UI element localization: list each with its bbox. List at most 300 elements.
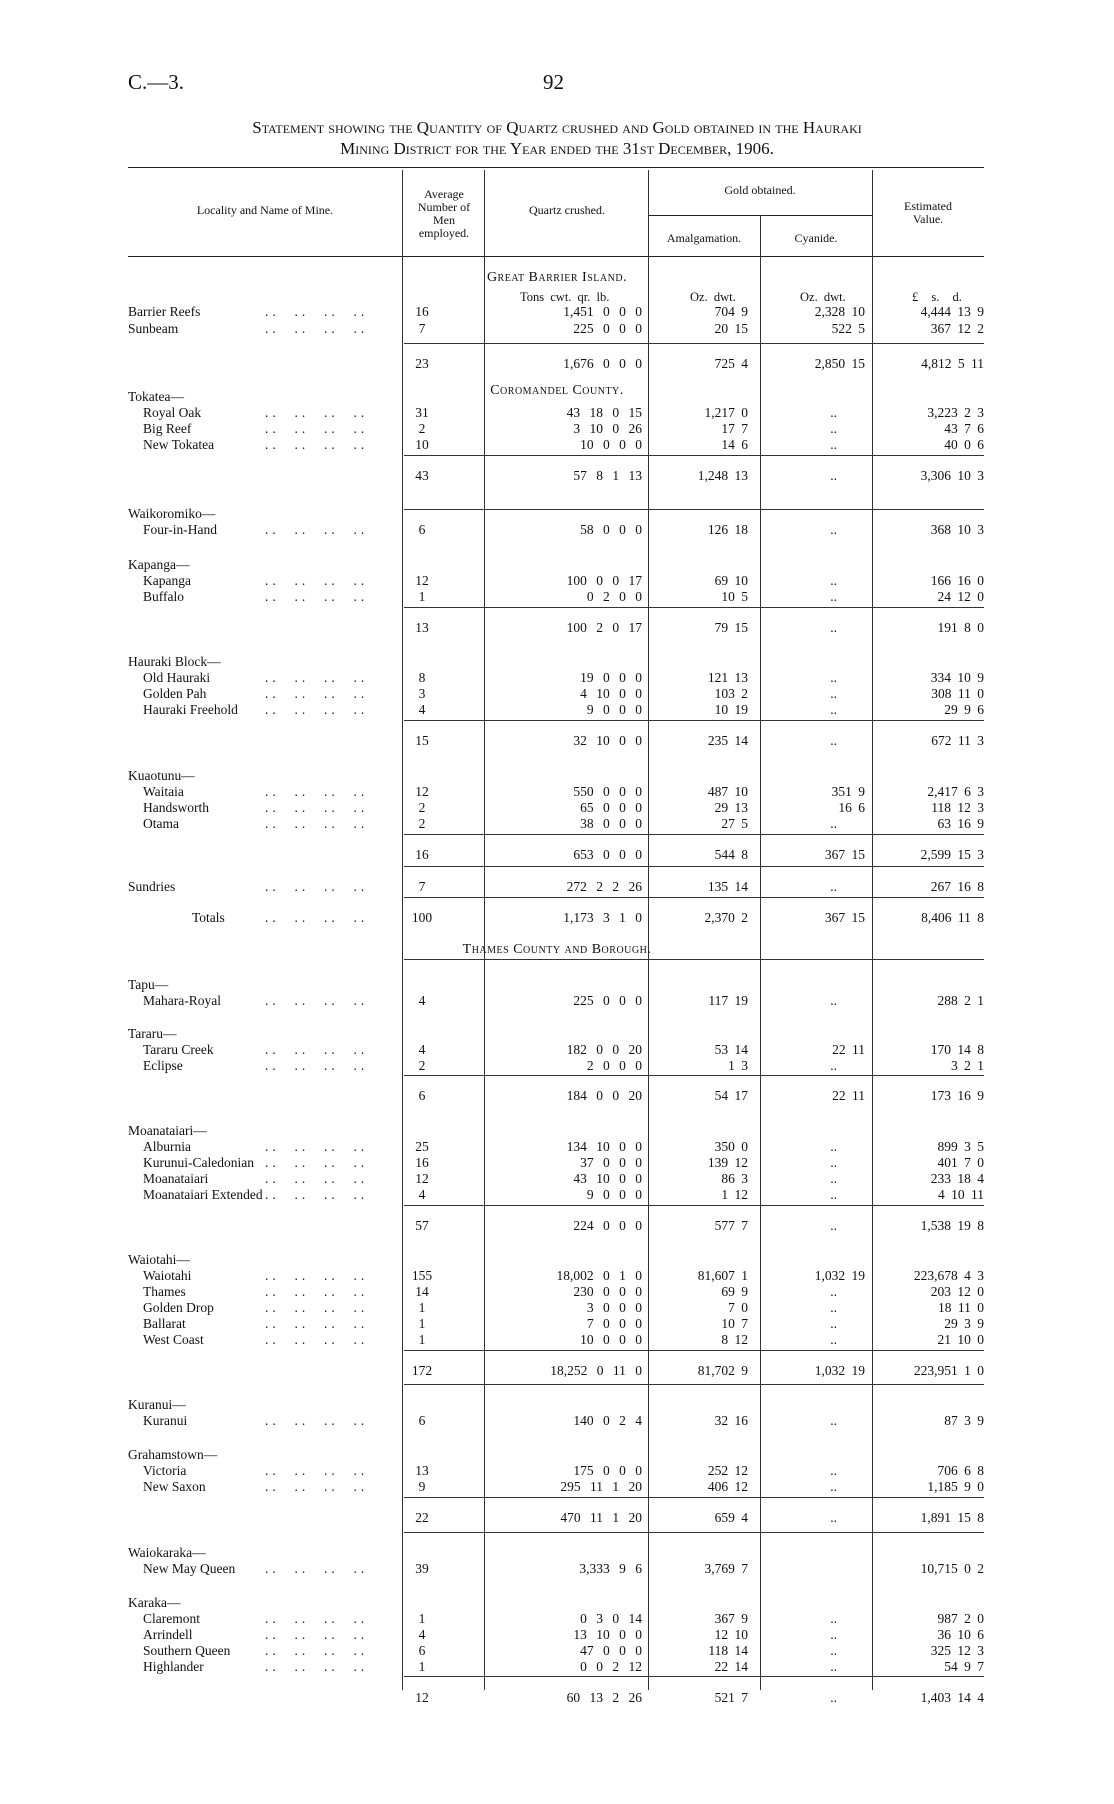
table-row <box>0 1447 1114 1463</box>
gold-amalgamation: 54 17 <box>714 1088 748 1103</box>
table-row <box>0 304 1114 320</box>
table-row <box>0 1171 1114 1187</box>
men-employed: 1 <box>418 1659 426 1674</box>
quartz-crushed: 37 0 0 0 <box>580 1155 642 1170</box>
table-row <box>0 1479 1114 1495</box>
quartz-crushed: 184 0 0 20 <box>566 1088 642 1103</box>
men-employed: 6 <box>418 522 426 537</box>
gold-cyanide: .. <box>830 1510 837 1525</box>
estimated-value: 1,185 9 0 <box>927 1479 984 1494</box>
leader-dots: .. .. .. .. <box>265 1139 369 1154</box>
table-row <box>0 1316 1114 1332</box>
subtotal-rule <box>404 1676 984 1677</box>
mine-name: Waiotahi— <box>128 1252 190 1267</box>
table-row <box>0 1155 1114 1171</box>
men-employed: 31 <box>415 405 429 420</box>
estimated-value: 4,444 13 9 <box>920 304 984 319</box>
gold-amalgamation: 117 19 <box>708 993 748 1008</box>
leader-dots: .. .. .. .. <box>265 1643 369 1658</box>
men-employed: 16 <box>415 1155 429 1170</box>
mine-name: Claremont <box>143 1611 200 1626</box>
gold-amalgamation: 53 14 <box>714 1042 748 1057</box>
header-value-line-2: Value. <box>912 212 944 226</box>
gold-amalgamation: 521 7 <box>714 1690 748 1705</box>
quartz-crushed: 58 0 0 0 <box>580 522 642 537</box>
men-employed: 4 <box>418 1187 426 1202</box>
gold-amalgamation: 139 12 <box>707 1155 748 1170</box>
quartz-crushed: 47 0 0 0 <box>580 1643 642 1658</box>
men-employed: 1 <box>418 1611 426 1626</box>
leader-dots: .. .. .. .. <box>265 910 369 925</box>
leader-dots: .. .. .. .. <box>265 1413 369 1428</box>
subtotal-rule <box>404 1384 984 1385</box>
leader-dots: .. .. .. .. <box>265 1332 369 1347</box>
quartz-crushed: 9 0 0 0 <box>586 702 642 717</box>
gold-amalgamation: 14 6 <box>721 437 748 452</box>
header-men-line-3: Men <box>433 213 455 227</box>
quartz-crushed: 175 0 0 0 <box>573 1463 642 1478</box>
estimated-value: 1,538 19 8 <box>920 1218 984 1233</box>
mine-name: Karaka— <box>128 1595 181 1610</box>
gold-cyanide: .. <box>830 1627 837 1642</box>
units-quartz: Tons cwt. qr. lb. <box>520 290 610 304</box>
leader-dots: .. .. .. .. <box>265 1058 369 1073</box>
header-locality: Locality and Name of Mine. <box>196 203 334 217</box>
gold-cyanide: .. <box>830 1332 837 1347</box>
gold-cyanide: .. <box>830 405 837 420</box>
men-employed: 16 <box>415 304 429 319</box>
table-row <box>0 1300 1114 1316</box>
mine-name: Tapu— <box>128 977 169 992</box>
gold-cyanide: .. <box>830 437 837 452</box>
quartz-crushed: 0 2 0 0 <box>586 589 642 604</box>
table-row <box>0 389 1114 405</box>
subtotal-row <box>0 468 1114 484</box>
subtotal-row <box>0 847 1114 863</box>
gold-amalgamation: 704 9 <box>714 304 748 319</box>
table-row <box>0 1139 1114 1155</box>
men-employed: 1 <box>418 1300 426 1315</box>
estimated-value: 10,715 0 2 <box>920 1561 984 1576</box>
table-row <box>0 1611 1114 1627</box>
estimated-value: 325 12 3 <box>930 1643 984 1658</box>
estimated-value: 21 10 0 <box>937 1332 984 1347</box>
table-row <box>0 993 1114 1009</box>
mine-name: Moanataiari <box>143 1171 209 1186</box>
subtotal-rule <box>404 834 984 835</box>
quartz-crushed: 134 10 0 0 <box>566 1139 642 1154</box>
estimated-value: 43 7 6 <box>944 421 984 436</box>
header-men-line-2: Number of <box>417 200 471 214</box>
title-line-2: Mining District for the Year ended the 31st December, 1906. <box>340 139 774 158</box>
men-employed: 7 <box>418 321 426 336</box>
quartz-crushed: 1,173 3 1 0 <box>563 910 642 925</box>
quartz-crushed: 18,002 0 1 0 <box>556 1268 642 1283</box>
gold-amalgamation: 406 12 <box>707 1479 748 1494</box>
gold-amalgamation: 252 12 <box>707 1463 748 1478</box>
quartz-crushed: 10 0 0 0 <box>580 1332 642 1347</box>
header-value <box>872 200 984 226</box>
estimated-value: 899 3 5 <box>937 1139 984 1154</box>
table-row <box>0 573 1114 589</box>
estimated-value: 87 3 9 <box>944 1413 984 1428</box>
men-employed: 16 <box>415 847 429 862</box>
table-row <box>0 1595 1114 1611</box>
mine-name: Kapanga— <box>128 557 190 572</box>
header-quartz: Quartz crushed. <box>529 203 605 217</box>
table-row <box>0 1643 1114 1659</box>
mine-name: Arrindell <box>143 1627 193 1642</box>
mine-name: Grahamstown— <box>128 1447 218 1462</box>
gold-cyanide: .. <box>830 879 837 894</box>
leader-dots: .. .. .. .. <box>265 1316 369 1331</box>
gold-amalgamation: 577 7 <box>714 1218 748 1233</box>
men-employed: 12 <box>415 784 429 799</box>
quartz-crushed: 38 0 0 0 <box>580 816 642 831</box>
gold-amalgamation: 2,370 2 <box>704 910 748 925</box>
gold-amalgamation: 235 14 <box>707 733 748 748</box>
table-row <box>0 686 1114 702</box>
mine-name: Hauraki Freehold <box>143 702 238 717</box>
gold-amalgamation: 32 16 <box>714 1413 748 1428</box>
men-employed: 8 <box>418 670 426 685</box>
estimated-value: 173 16 9 <box>930 1088 984 1103</box>
mine-name: Waiokaraka— <box>128 1545 206 1560</box>
leader-dots: .. .. .. .. <box>265 421 369 436</box>
estimated-value: 672 11 3 <box>931 733 984 748</box>
mine-name: Kuranui— <box>128 1397 186 1412</box>
leader-dots: .. .. .. .. <box>265 1284 369 1299</box>
quartz-crushed: 43 18 0 15 <box>566 405 642 420</box>
estimated-value: 18 11 0 <box>938 1300 984 1315</box>
quartz-crushed: 1,451 0 0 0 <box>563 304 642 319</box>
quartz-crushed: 4 10 0 0 <box>580 686 642 701</box>
leader-dots: .. .. .. .. <box>265 702 369 717</box>
mine-name: New May Queen <box>143 1561 236 1576</box>
gold-amalgamation: 81,607 1 <box>697 1268 748 1283</box>
gold-cyanide: 22 11 <box>832 1088 865 1103</box>
estimated-value: 29 3 9 <box>944 1316 984 1331</box>
subtotal-rule <box>404 866 984 867</box>
gold-cyanide: 2,328 10 <box>814 304 865 319</box>
mine-name: Golden Pah <box>143 686 207 701</box>
leader-dots: .. .. .. .. <box>265 437 369 452</box>
men-employed: 1 <box>418 1316 426 1331</box>
gold-amalgamation: 20 15 <box>714 321 748 336</box>
gold-amalgamation: 86 3 <box>721 1171 748 1186</box>
leader-dots: .. .. .. .. <box>265 1155 369 1170</box>
estimated-value: 1,403 14 4 <box>920 1690 984 1705</box>
gold-cyanide: .. <box>830 1218 837 1233</box>
table-row <box>0 784 1114 800</box>
mine-name: Thames <box>143 1284 186 1299</box>
gold-cyanide: .. <box>830 1611 837 1626</box>
table-row <box>0 1397 1114 1413</box>
estimated-value: 233 18 4 <box>930 1171 984 1186</box>
quartz-crushed: 7 0 0 0 <box>586 1316 642 1331</box>
page-ref: C.—3. <box>128 70 185 94</box>
gold-cyanide: 367 15 <box>824 910 865 925</box>
gold-cyanide: .. <box>830 1284 837 1299</box>
gold-cyanide: 1,032 19 <box>814 1268 865 1283</box>
gold-amalgamation: 22 14 <box>714 1659 748 1674</box>
leader-dots: .. .. .. .. <box>265 1479 369 1494</box>
leader-dots: .. .. .. .. <box>265 670 369 685</box>
page-number: 92 <box>543 70 564 94</box>
table-row <box>0 702 1114 718</box>
men-employed: 13 <box>415 620 429 635</box>
table-row <box>0 910 1114 926</box>
gold-amalgamation: 7 0 <box>728 1300 748 1315</box>
leader-dots: .. .. .. .. <box>265 1627 369 1642</box>
estimated-value: 170 14 8 <box>930 1042 984 1057</box>
subtotal-rule <box>404 455 984 456</box>
subtotal-rule <box>404 1497 984 1498</box>
subtotal-rule <box>404 607 984 608</box>
quartz-crushed: 2 0 0 0 <box>586 1058 642 1073</box>
men-employed: 4 <box>418 993 426 1008</box>
leader-dots: .. .. .. .. <box>265 321 369 336</box>
men-employed: 1 <box>418 1332 426 1347</box>
table-row <box>0 879 1114 895</box>
leader-dots: .. .. .. .. <box>265 1187 369 1202</box>
table-row <box>0 437 1114 453</box>
quartz-crushed: 470 11 1 20 <box>560 1510 642 1525</box>
gold-amalgamation: 17 7 <box>721 421 748 436</box>
leader-dots: .. .. .. .. <box>265 522 369 537</box>
table-row <box>0 1413 1114 1429</box>
men-employed: 6 <box>418 1413 426 1428</box>
gold-amalgamation: 27 5 <box>721 816 748 831</box>
gold-cyanide: .. <box>830 1155 837 1170</box>
gold-cyanide: .. <box>830 1171 837 1186</box>
gold-cyanide: .. <box>830 1643 837 1658</box>
header-gold: Gold obtained. <box>724 183 796 197</box>
estimated-value: 3,223 2 3 <box>927 405 984 420</box>
subtotal-row <box>0 356 1114 372</box>
gold-amalgamation: 81,702 9 <box>697 1363 748 1378</box>
table-row <box>0 1252 1114 1268</box>
table-row <box>0 670 1114 686</box>
men-employed: 14 <box>415 1284 429 1299</box>
mine-name: Tararu Creek <box>143 1042 214 1057</box>
gold-cyanide: .. <box>830 1690 837 1705</box>
mine-name: Kapanga <box>143 573 191 588</box>
mine-name: Kurunui-Caledonian <box>143 1155 254 1170</box>
table-row <box>0 1627 1114 1643</box>
gold-amalgamation: 1 3 <box>728 1058 748 1073</box>
quartz-crushed: 225 0 0 0 <box>573 993 642 1008</box>
gold-cyanide: .. <box>830 670 837 685</box>
gold-amalgamation: 126 18 <box>707 522 748 537</box>
table-row <box>0 421 1114 437</box>
gold-cyanide: 2,850 15 <box>814 356 865 371</box>
mine-name: Waikoromiko— <box>128 506 216 521</box>
table-row <box>0 321 1114 337</box>
leader-dots: .. .. .. .. <box>265 1171 369 1186</box>
gold-cyanide: .. <box>830 620 837 635</box>
estimated-value: 987 2 0 <box>937 1611 984 1626</box>
header-amalgamation: Amalgamation. <box>666 231 742 245</box>
quartz-crushed: 3 0 0 0 <box>586 1300 642 1315</box>
gold-amalgamation: 103 2 <box>714 686 748 701</box>
men-employed: 3 <box>418 686 426 701</box>
men-employed: 9 <box>418 1479 426 1494</box>
men-employed: 1 <box>418 589 426 604</box>
header-bottom-rule <box>128 256 984 257</box>
quartz-crushed: 550 0 0 0 <box>573 784 642 799</box>
quartz-crushed: 100 2 0 17 <box>566 620 642 635</box>
men-employed: 57 <box>415 1218 429 1233</box>
quartz-crushed: 653 0 0 0 <box>573 847 642 862</box>
quartz-crushed: 100 0 0 17 <box>566 573 642 588</box>
gold-cyanide: .. <box>830 1413 837 1428</box>
mine-name: Kuaotunu— <box>128 768 195 783</box>
gold-amalgamation: 121 13 <box>707 670 748 685</box>
mine-name: Golden Drop <box>143 1300 214 1315</box>
quartz-crushed: 230 0 0 0 <box>573 1284 642 1299</box>
mine-name: Mahara-Royal <box>143 993 221 1008</box>
mine-name: New Tokatea <box>143 437 215 452</box>
men-employed: 2 <box>418 800 426 815</box>
leader-dots: .. .. .. .. <box>265 1659 369 1674</box>
gold-cyanide: 351 9 <box>831 784 865 799</box>
header-value-line-1: Estimated <box>904 199 952 213</box>
table-row <box>0 1284 1114 1300</box>
leader-dots: .. .. .. .. <box>265 1300 369 1315</box>
estimated-value: 3,306 10 3 <box>920 468 984 483</box>
leader-dots: .. .. .. .. <box>265 993 369 1008</box>
table-row <box>0 977 1114 993</box>
mine-name: Southern Queen <box>143 1643 231 1658</box>
estimated-value: 223,678 4 3 <box>913 1268 984 1283</box>
mine-name: Sunbeam <box>128 321 179 336</box>
mine-name: Totals <box>192 910 225 925</box>
men-employed: 4 <box>418 702 426 717</box>
mine-name: Four-in-Hand <box>143 522 217 537</box>
gold-cyanide: .. <box>830 1659 837 1674</box>
estimated-value: 36 10 6 <box>937 1627 984 1642</box>
gold-cyanide: .. <box>830 1187 837 1202</box>
men-employed: 155 <box>411 1268 433 1283</box>
quartz-crushed: 9 0 0 0 <box>586 1187 642 1202</box>
estimated-value: 401 7 0 <box>937 1155 984 1170</box>
title-line-1: Statement showing the Quantity of Quartz crushed and Gold obtained in the Hauraki <box>252 118 862 137</box>
gold-amalgamation: 3,769 7 <box>704 1561 748 1576</box>
mine-name: Waiotahi <box>143 1268 192 1283</box>
estimated-value: 24 12 0 <box>937 589 984 604</box>
men-employed: 22 <box>415 1510 429 1525</box>
gold-cyanide: .. <box>830 733 837 748</box>
gold-cyanide: .. <box>830 993 837 1008</box>
table-row <box>0 1659 1114 1675</box>
estimated-value: 267 16 8 <box>930 879 984 894</box>
gold-cyanide: 16 6 <box>838 800 865 815</box>
quartz-crushed: 0 3 0 14 <box>580 1611 642 1626</box>
men-employed: 43 <box>415 468 429 483</box>
gold-amalgamation: 8 12 <box>721 1332 748 1347</box>
table-row <box>0 1042 1114 1058</box>
table-row <box>0 654 1114 670</box>
quartz-crushed: 0 0 2 12 <box>580 1659 642 1674</box>
header-men-line-4: employed. <box>418 226 470 240</box>
men-employed: 25 <box>415 1139 429 1154</box>
quartz-crushed: 3 10 0 26 <box>573 421 642 436</box>
gold-amalgamation: 1,248 13 <box>697 468 748 483</box>
mine-name: Hauraki Block— <box>128 654 221 669</box>
men-employed: 6 <box>418 1643 426 1658</box>
table-row <box>0 1268 1114 1284</box>
mine-name: Eclipse <box>143 1058 183 1073</box>
leader-dots: .. .. .. .. <box>265 589 369 604</box>
gold-amalgamation: 12 10 <box>714 1627 748 1642</box>
gold-cyanide: .. <box>830 573 837 588</box>
subtotal-rule <box>404 1205 984 1206</box>
subtotal-row <box>0 620 1114 636</box>
men-employed: 39 <box>415 1561 429 1576</box>
men-employed: 12 <box>415 573 429 588</box>
men-employed: 100 <box>411 910 433 925</box>
gold-cyanide: .. <box>830 816 837 831</box>
estimated-value: 2,417 6 3 <box>927 784 984 799</box>
men-employed: 10 <box>415 437 429 452</box>
gold-amalgamation: 659 4 <box>714 1510 748 1525</box>
mine-name: Alburnia <box>143 1139 191 1154</box>
subtotal-rule <box>404 959 984 960</box>
gold-amalgamation: 79 15 <box>714 620 748 635</box>
estimated-value: 2,599 15 3 <box>920 847 984 862</box>
leader-dots: .. .. .. .. <box>265 1611 369 1626</box>
estimated-value: 8,406 11 8 <box>921 910 984 925</box>
mine-name: Big Reef <box>143 421 192 436</box>
subtotal-rule <box>404 343 984 344</box>
quartz-crushed: 32 10 0 0 <box>573 733 642 748</box>
table-row <box>0 816 1114 832</box>
estimated-value: 29 9 6 <box>944 702 984 717</box>
mine-name: Sundries <box>128 879 176 894</box>
mine-name: Moanataiari Extended <box>143 1187 263 1202</box>
men-employed: 15 <box>415 733 429 748</box>
men-employed: 2 <box>418 816 426 831</box>
quartz-crushed: 224 0 0 0 <box>573 1218 642 1233</box>
mine-name: Buffalo <box>143 589 184 604</box>
subtotal-rule <box>404 1075 984 1076</box>
estimated-value: 288 2 1 <box>937 993 984 1008</box>
quartz-crushed: 225 0 0 0 <box>573 321 642 336</box>
table-row <box>0 1545 1114 1561</box>
mine-name: Ballarat <box>143 1316 186 1331</box>
gold-amalgamation: 544 8 <box>714 847 748 862</box>
leader-dots: .. .. .. .. <box>265 879 369 894</box>
quartz-crushed: 1,676 0 0 0 <box>563 356 642 371</box>
leader-dots: .. .. .. .. <box>265 686 369 701</box>
subtotal-rule <box>404 509 984 510</box>
quartz-crushed: 19 0 0 0 <box>580 670 642 685</box>
subtotal-row <box>0 1690 1114 1706</box>
table-row <box>0 1463 1114 1479</box>
table-row <box>0 557 1114 573</box>
gold-amalgamation: 367 9 <box>714 1611 748 1626</box>
subtotal-rule <box>404 1532 984 1533</box>
units-cyanide: Oz. dwt. <box>800 290 846 304</box>
gold-amalgamation: 118 14 <box>708 1643 748 1658</box>
estimated-value: 367 12 2 <box>930 321 984 336</box>
gold-cyanide: .. <box>830 1300 837 1315</box>
leader-dots: .. .. .. .. <box>265 1561 369 1576</box>
quartz-crushed: 57 8 1 13 <box>573 468 642 483</box>
gold-amalgamation: 1,217 0 <box>704 405 748 420</box>
subtotal-rule <box>404 897 984 898</box>
